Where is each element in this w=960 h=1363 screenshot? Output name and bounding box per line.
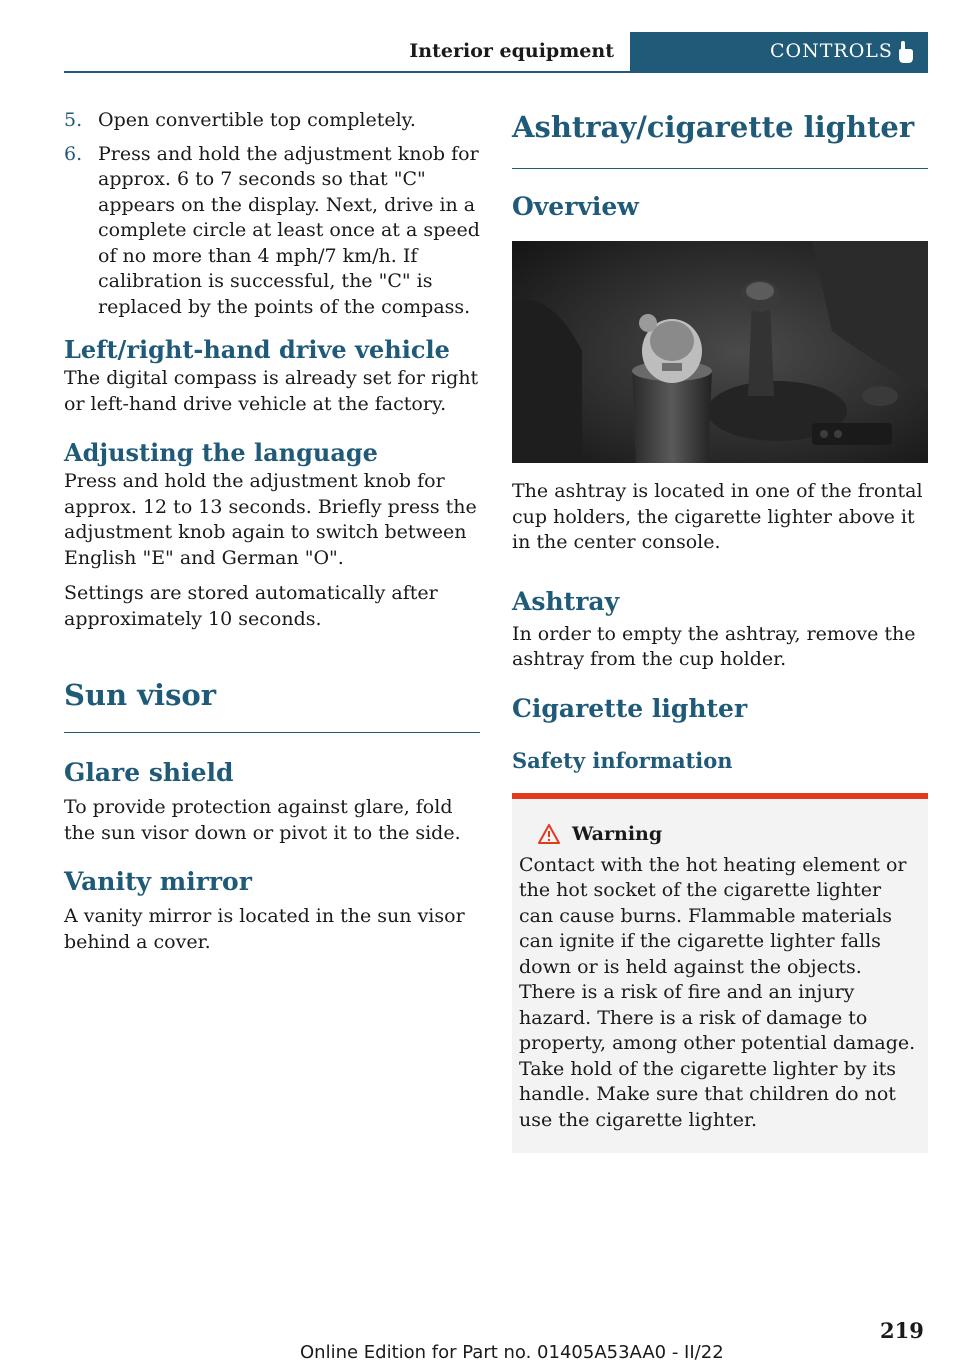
section-rule (512, 168, 928, 169)
header-section-title: Interior equipment (409, 40, 614, 62)
heading-lrhd: Left/right-hand drive vehicle (64, 335, 450, 364)
paragraph-overview: The ashtray is located in one of the frontal cup holders, the cigarette lighter above it in the center console. (512, 480, 923, 553)
warning-box (512, 793, 928, 1154)
paragraph-lrhd: The digital compass is already set for right or left-hand drive vehicle at the factory. (64, 367, 479, 415)
page-header (64, 32, 928, 71)
heading-ashtray-lighter: Ashtray/cigarette lighter (512, 110, 915, 144)
heading-sun-visor: Sun visor (64, 678, 217, 712)
heading-ashtray: Ashtray (512, 586, 620, 616)
step-text: Press and hold the adjustment knob for approx. 6 to 7 seconds so that "C" appears on the display. Next, drive in a complete circle at least once at a speed of no more than 4 mph/7 km/h. If calibration is successful, the "C" is replaced by the points of the compass. (98, 142, 480, 318)
heading-cigarette-lighter: Cigarette lighter (512, 693, 748, 723)
heading-overview: Overview (512, 192, 639, 221)
heading-vanity-mirror: Vanity mirror (64, 867, 252, 896)
header-chapter-tab (630, 32, 928, 71)
warning-title (538, 821, 920, 847)
warning-text: Contact with the hot heating element or the hot socket of the cigarette lighter can cause burns. Flammable materials can ignite if the cigarette lighter falls down or is held against the objects. There is a risk of fire and an injury hazard. There is a risk of damage to property, among other potential damage. Take hold of the cigarette lighter by its handle. Make sure that children do not use the cigarette lighter. (519, 853, 916, 1131)
paragraph-ashtray: In order to empty the ashtray, remove the ashtray from the cup holder. (512, 622, 916, 670)
warning-title-label: Warning (572, 822, 663, 845)
pointing-hand-icon (894, 40, 916, 64)
footer-edition: Online Edition for Part no. 01405A53AA0 - II/22 (300, 1342, 724, 1363)
step-number: 5. (64, 109, 83, 131)
ashtray-console-photo (512, 241, 928, 463)
paragraph-vanity: A vanity mirror is located in the sun visor behind a cover. (64, 905, 465, 953)
step-number: 6. (64, 142, 83, 165)
heading-glare-shield: Glare shield (64, 758, 234, 787)
header-rule (64, 71, 928, 73)
right-column (512, 108, 928, 1153)
paragraph-language-2: Settings are stored automatically after approximately 10 seconds. (64, 582, 438, 630)
left-column (64, 108, 480, 955)
paragraph-language-1: Press and hold the adjustment knob for approx. 12 to 13 seconds. Briefly press the adjustment knob again to switch between English "E" and German "O". (64, 470, 477, 569)
paragraph-glare: To provide protection against glare, fold the sun visor down or pivot it to the side. (64, 796, 461, 844)
step-item (64, 108, 480, 134)
page-number: 219 (880, 1318, 924, 1343)
step-item (64, 142, 480, 321)
step-text: Open convertible top completely. (98, 109, 416, 131)
header-chapter-label: CONTROLS (770, 40, 893, 62)
warning-triangle-icon (538, 824, 560, 844)
heading-safety-information: Safety information (512, 747, 733, 773)
heading-language: Adjusting the language (64, 438, 378, 467)
section-rule (64, 732, 480, 733)
steps-list (64, 108, 480, 320)
